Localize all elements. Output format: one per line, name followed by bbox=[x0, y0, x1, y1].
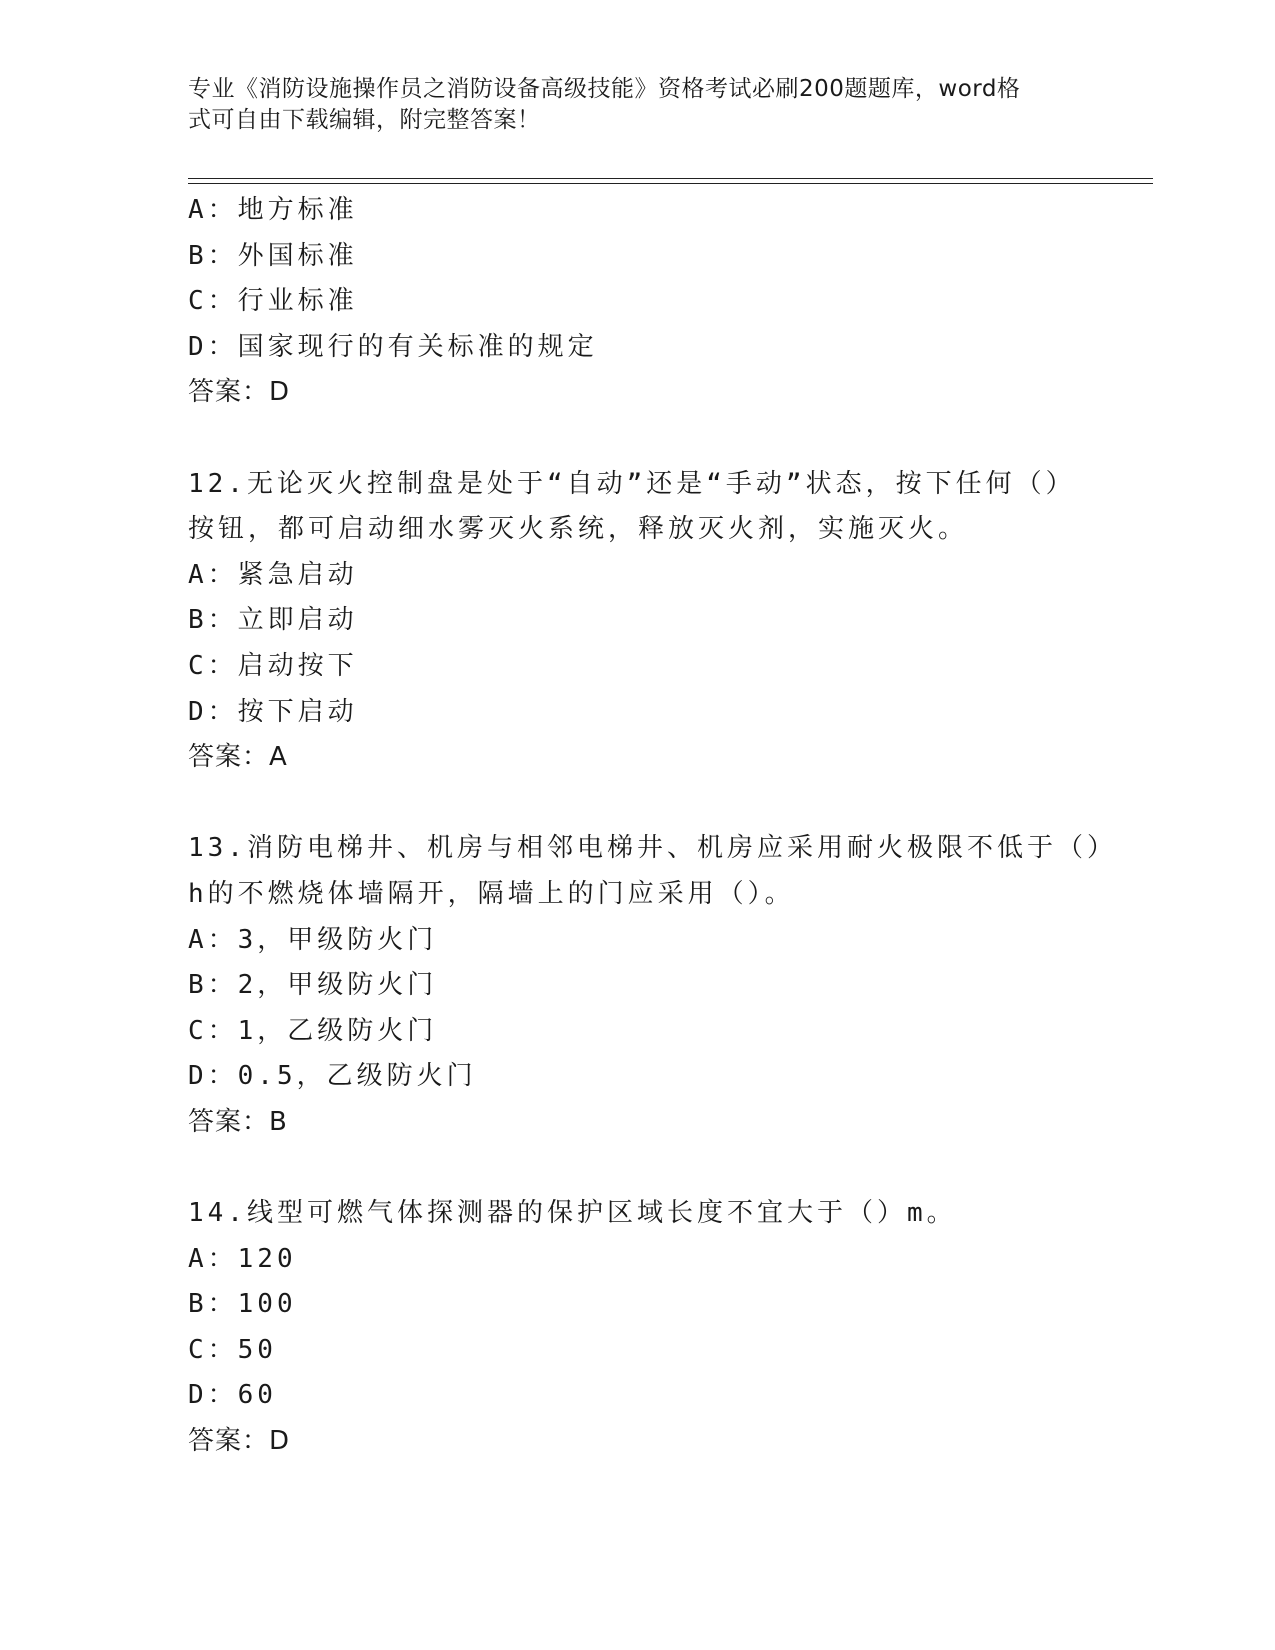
question-text-line: 按钮，都可启动细水雾灭火系统，释放灭火剂，实施灭火。 bbox=[188, 514, 969, 545]
option-b: B：2，甲级防火门 bbox=[188, 970, 438, 1001]
option-c: C：启动按下 bbox=[188, 650, 358, 681]
header-line-2: 式可自由下载编辑，附完整答案！ bbox=[188, 107, 541, 133]
question-text-line: 14.线型可燃气体探测器的保护区域长度不宜大于（）m。 bbox=[188, 1198, 957, 1229]
question-text-line: 13.消防电梯井、机房与相邻电梯井、机房应采用耐火极限不低于（） bbox=[188, 833, 1117, 864]
option-c: C：1，乙级防火门 bbox=[188, 1015, 438, 1046]
header-double-rule bbox=[188, 178, 1153, 184]
question-11-continued bbox=[188, 188, 1088, 416]
option-d: D：0.5，乙级防火门 bbox=[188, 1061, 477, 1092]
answer-line: 答案：A bbox=[188, 742, 288, 773]
question-list bbox=[188, 188, 1117, 1465]
option-d: D：60 bbox=[188, 1380, 277, 1411]
question-13 bbox=[188, 826, 1117, 1145]
option-b: B：立即启动 bbox=[188, 605, 358, 636]
option-a: A：120 bbox=[188, 1243, 297, 1274]
answer-line: 答案：D bbox=[188, 377, 291, 408]
question-text-line: h的不燃烧体墙隔开，隔墙上的门应采用（）。 bbox=[188, 878, 795, 909]
question-14 bbox=[188, 1191, 1088, 1465]
spacer bbox=[188, 1145, 1088, 1191]
question-12 bbox=[188, 462, 1088, 781]
option-b: B：100 bbox=[188, 1289, 297, 1320]
option-d: D：国家现行的有关标准的规定 bbox=[188, 331, 598, 362]
option-c: C：50 bbox=[188, 1334, 277, 1365]
answer-line: 答案：D bbox=[188, 1426, 291, 1457]
option-a: A：紧急启动 bbox=[188, 559, 358, 590]
option-a: A：地方标准 bbox=[188, 195, 358, 225]
option-d: D：按下启动 bbox=[188, 696, 358, 727]
header-line-1: 专业《消防设施操作员之消防设备高级技能》资格考试必刷200题题库，word格 bbox=[188, 76, 1021, 102]
spacer bbox=[188, 416, 1088, 462]
option-c: C：行业标准 bbox=[188, 286, 358, 317]
option-a: A：3，甲级防火门 bbox=[188, 924, 438, 955]
option-b: B：外国标准 bbox=[188, 240, 358, 271]
question-text-line: 12.无论灭火控制盘是处于“自动”还是“手动”状态，按下任何（） bbox=[188, 468, 1076, 499]
document-header bbox=[188, 74, 1068, 136]
answer-line: 答案：B bbox=[188, 1106, 288, 1137]
spacer bbox=[188, 781, 1088, 827]
